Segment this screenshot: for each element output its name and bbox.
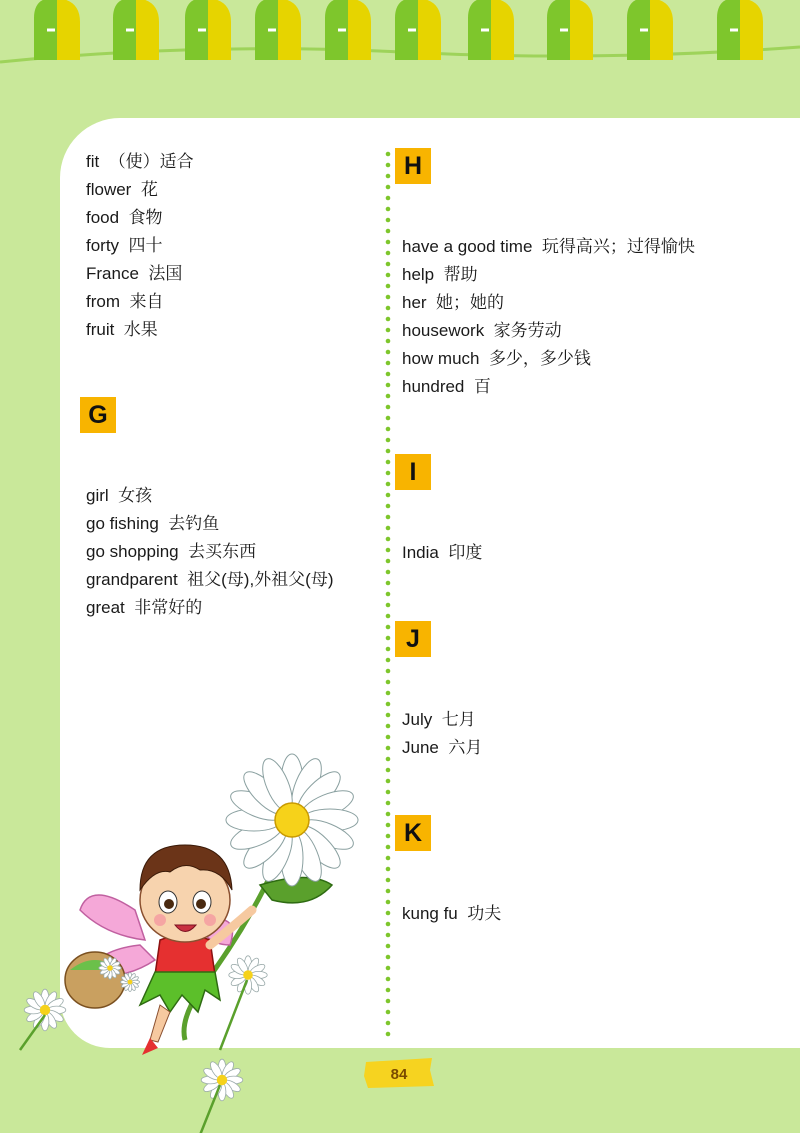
fairy-illustration bbox=[10, 750, 380, 1133]
divider-dot bbox=[386, 372, 391, 377]
divider-dot bbox=[386, 955, 391, 960]
small-daisy-icon bbox=[24, 989, 66, 1031]
divider-dot bbox=[386, 427, 391, 432]
divider-dot bbox=[386, 878, 391, 883]
divider-dot bbox=[386, 460, 391, 465]
divider-dot bbox=[386, 493, 391, 498]
entry-kung-fu: kung fu 功夫 bbox=[402, 904, 502, 923]
divider-dot bbox=[386, 603, 391, 608]
divider-dot bbox=[386, 999, 391, 1004]
leaf-icon bbox=[468, 0, 514, 60]
entry-india: India 印度 bbox=[402, 543, 483, 562]
divider-dot bbox=[386, 625, 391, 630]
divider-dot bbox=[386, 328, 391, 333]
divider-dot bbox=[386, 834, 391, 839]
leaf-icon bbox=[113, 0, 159, 60]
letter-heading-h: H bbox=[395, 148, 431, 184]
divider-dot bbox=[386, 735, 391, 740]
divider-dot bbox=[386, 713, 391, 718]
letter-heading-g: G bbox=[80, 397, 116, 433]
divider-dot bbox=[386, 449, 391, 454]
divider-dot bbox=[386, 724, 391, 729]
divider-dot bbox=[386, 438, 391, 443]
divider-dot bbox=[386, 350, 391, 355]
divider-dot bbox=[386, 405, 391, 410]
entry-france: France 法国 bbox=[86, 264, 183, 283]
divider-dot bbox=[386, 262, 391, 267]
entry-food: food 食物 bbox=[86, 208, 163, 227]
letter-heading-j: J bbox=[395, 621, 431, 657]
divider-dot bbox=[386, 174, 391, 179]
divider-dot bbox=[386, 856, 391, 861]
entry-fruit: fruit 水果 bbox=[86, 320, 158, 339]
divider-dot bbox=[386, 284, 391, 289]
divider-dot bbox=[386, 361, 391, 366]
divider-dot bbox=[386, 229, 391, 234]
entry-go-fishing: go fishing 去钓鱼 bbox=[86, 514, 220, 533]
daisy-flower-icon bbox=[226, 754, 358, 886]
entry-girl: girl 女孩 bbox=[86, 486, 153, 505]
divider-dot bbox=[386, 482, 391, 487]
divider-dot bbox=[386, 1010, 391, 1015]
small-daisy-icon bbox=[229, 956, 267, 994]
divider-dot bbox=[386, 152, 391, 157]
divider-dot bbox=[386, 966, 391, 971]
divider-dot bbox=[386, 614, 391, 619]
leaf-icon bbox=[717, 0, 763, 60]
divider-dot bbox=[386, 669, 391, 674]
divider-dot bbox=[386, 306, 391, 311]
entry-have-a-good-time: have a good time 玩得高兴；过得愉快 bbox=[402, 237, 695, 256]
divider-dot bbox=[386, 889, 391, 894]
divider-dot bbox=[386, 922, 391, 927]
divider-dot bbox=[386, 911, 391, 916]
divider-dot bbox=[386, 548, 391, 553]
divider-dot bbox=[386, 592, 391, 597]
divider-dot bbox=[386, 339, 391, 344]
letter-heading-k: K bbox=[395, 815, 431, 851]
divider-dot bbox=[386, 944, 391, 949]
divider-dot bbox=[386, 570, 391, 575]
divider-dot bbox=[386, 207, 391, 212]
divider-dot bbox=[386, 812, 391, 817]
entry-fit: fit （使）适合 bbox=[86, 152, 194, 171]
divider-dot bbox=[386, 295, 391, 300]
divider-dot bbox=[386, 504, 391, 509]
entry-how-much: how much 多少，多少钱 bbox=[402, 349, 591, 368]
divider-dot bbox=[386, 823, 391, 828]
leaf-icon bbox=[547, 0, 593, 60]
divider-dot bbox=[386, 977, 391, 982]
divider-dot bbox=[386, 416, 391, 421]
divider-dot bbox=[386, 196, 391, 201]
divider-dot bbox=[386, 867, 391, 872]
divider-dot bbox=[386, 647, 391, 652]
letter-heading-i: I bbox=[395, 454, 431, 490]
divider-dot bbox=[386, 394, 391, 399]
divider-dot bbox=[386, 658, 391, 663]
divider-dot bbox=[386, 845, 391, 850]
divider-dot bbox=[386, 636, 391, 641]
entry-flower: flower 花 bbox=[86, 180, 158, 199]
leaf-icon bbox=[185, 0, 231, 60]
divider-dot bbox=[386, 779, 391, 784]
divider-dot bbox=[386, 559, 391, 564]
divider-dot bbox=[386, 383, 391, 388]
divider-dot bbox=[386, 1021, 391, 1026]
entry-july: July 七月 bbox=[402, 710, 476, 729]
divider-dot bbox=[386, 988, 391, 993]
divider-dot bbox=[386, 163, 391, 168]
entry-june: June 六月 bbox=[402, 738, 483, 757]
entry-great: great 非常好的 bbox=[86, 598, 203, 617]
divider-dot bbox=[386, 801, 391, 806]
leaf-icon bbox=[255, 0, 301, 60]
divider-dot bbox=[386, 317, 391, 322]
entry-her: her 她；她的 bbox=[402, 293, 505, 312]
entry-grandparent: grandparent 祖父(母),外祖父(母) bbox=[86, 570, 334, 589]
small-daisy-icon bbox=[201, 1059, 243, 1101]
divider-dot bbox=[386, 900, 391, 905]
divider-dot bbox=[386, 273, 391, 278]
divider-dot bbox=[386, 680, 391, 685]
divider-dot bbox=[386, 471, 391, 476]
entry-go-shopping: go shopping 去买东西 bbox=[86, 542, 257, 561]
divider-dot bbox=[386, 757, 391, 762]
divider-dot bbox=[386, 251, 391, 256]
entry-from: from 来自 bbox=[86, 292, 164, 311]
divider-dot bbox=[386, 768, 391, 773]
divider-dot bbox=[386, 526, 391, 531]
divider-dot bbox=[386, 537, 391, 542]
leaf-icon bbox=[395, 0, 441, 60]
divider-dot bbox=[386, 702, 391, 707]
divider-dot bbox=[386, 691, 391, 696]
entry-forty: forty 四十 bbox=[86, 236, 163, 255]
entry-hundred: hundred 百 bbox=[402, 377, 491, 396]
divider-dot bbox=[386, 240, 391, 245]
column-divider bbox=[385, 150, 391, 1040]
divider-dot bbox=[386, 218, 391, 223]
divider-dot bbox=[386, 790, 391, 795]
divider-dot bbox=[386, 185, 391, 190]
page-number: 84 bbox=[390, 1065, 408, 1083]
divider-dot bbox=[386, 515, 391, 520]
divider-dot bbox=[386, 746, 391, 751]
divider-dot bbox=[386, 581, 391, 586]
divider-dot bbox=[386, 1032, 391, 1037]
divider-dot bbox=[386, 933, 391, 938]
leaf-icon bbox=[34, 0, 80, 60]
leaf-icon bbox=[627, 0, 673, 60]
entry-help: help 帮助 bbox=[402, 265, 478, 284]
leaf-icon bbox=[325, 0, 371, 60]
entry-housework: housework 家务劳动 bbox=[402, 321, 562, 340]
